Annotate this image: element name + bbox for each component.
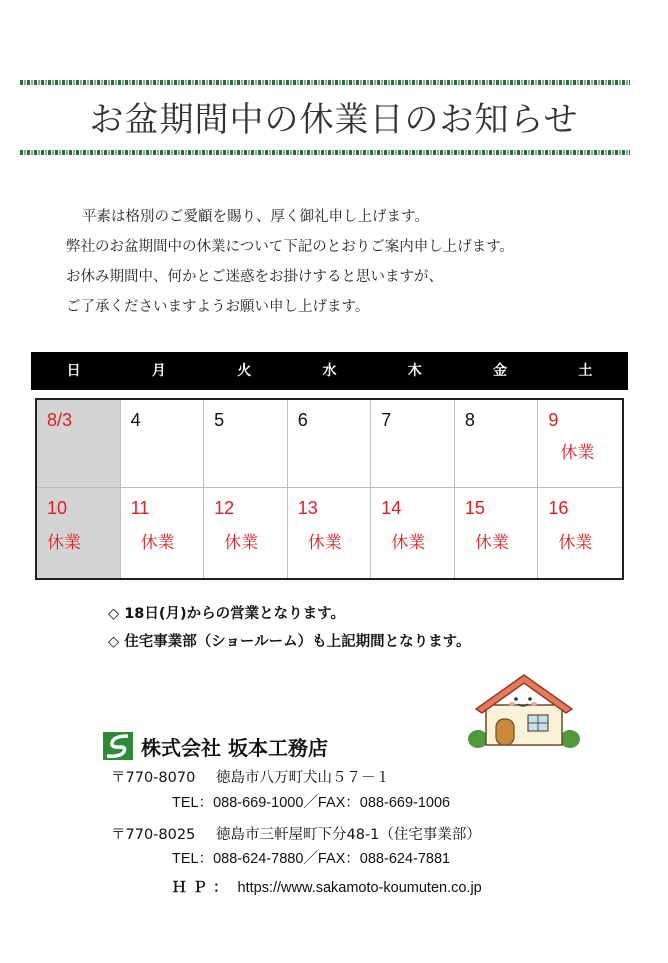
house-illustration-icon — [468, 667, 580, 749]
day-number: 13 — [297, 498, 318, 518]
calendar-day-cell — [538, 400, 622, 488]
calendar-day-cell — [37, 400, 121, 488]
website-line — [172, 876, 482, 897]
day-number: 5 — [214, 410, 225, 430]
calendar-day-cell — [204, 488, 288, 578]
weekday-sun: 日 — [66, 363, 81, 379]
page-title: お盆期間中の休業日のお知らせ — [89, 100, 579, 140]
day-number: 4 — [130, 410, 141, 430]
day-number: 7 — [381, 410, 392, 430]
title-top-rule — [20, 80, 630, 85]
greeting-line: ご了承くださいますようお願い申し上げます。 — [66, 299, 370, 315]
greeting-text — [66, 202, 514, 322]
tel-fax-line-1: TEL：088-669-1000／FAX：088-669-1006 — [172, 795, 451, 811]
weekday-fri: 金 — [493, 363, 508, 379]
calendar-day-cell — [455, 488, 539, 578]
holiday-label: 休業 — [560, 443, 595, 462]
notice-item: ◇ 住宅事業部（ショールーム）も上記期間となります。 — [108, 634, 471, 650]
day-number: 15 — [464, 498, 485, 518]
holiday-label: 休業 — [474, 533, 509, 552]
notice-item: ◇ 18日(月)からの営業となります。 — [108, 606, 345, 622]
website-url[interactable]: https://www.sakamoto-koumuten.co.jp — [237, 880, 482, 896]
greeting-line: 平素は格別のご愛顧を賜り、厚く御礼申し上げます。 — [82, 209, 429, 225]
hp-label: ＨＰ： — [172, 880, 234, 896]
weekday-tue: 火 — [237, 363, 252, 379]
tel-fax-line-2: TEL：088-624-7880／FAX：088-624-7881 — [172, 851, 451, 867]
holiday-label: 休業 — [140, 533, 175, 552]
calendar-weekday-header — [31, 352, 628, 390]
calendar-day-cell — [204, 400, 288, 488]
calendar-day-cell — [371, 400, 455, 488]
day-number: 11 — [130, 498, 150, 518]
calendar-day-cell — [121, 400, 205, 488]
address-line-1 — [111, 766, 390, 787]
holiday-label: 休業 — [47, 533, 81, 552]
day-number: 8 — [464, 410, 475, 430]
day-number: 16 — [548, 498, 569, 518]
calendar-grid — [35, 398, 624, 580]
calendar-day-cell — [538, 488, 622, 578]
street-address: 徳島市八万町犬山５７－１ — [216, 770, 390, 786]
company-name: 株式会社 坂本工務店 — [141, 736, 328, 760]
greeting-line: お休み期間中、何かとご迷惑をお掛けすると思いますが、 — [66, 269, 443, 285]
weekday-thu: 木 — [407, 363, 422, 379]
calendar-day-cell — [121, 488, 205, 578]
holiday-label: 休業 — [391, 533, 426, 552]
company-logo-icon — [103, 732, 133, 760]
holiday-label: 休業 — [558, 533, 593, 552]
day-number: 9 — [548, 410, 559, 430]
day-number: 8/3 — [47, 410, 73, 430]
weekday-mon: 月 — [151, 363, 166, 379]
holiday-label: 休業 — [224, 533, 259, 552]
calendar-day-cell — [288, 488, 372, 578]
calendar-day-cell — [288, 400, 372, 488]
day-number: 6 — [297, 410, 308, 430]
calendar-day-cell — [371, 488, 455, 578]
weekday-wed: 水 — [322, 363, 337, 379]
postal-code: 〒770-8025 — [111, 827, 196, 843]
address-line-2 — [111, 823, 481, 844]
weekday-sat: 土 — [578, 363, 593, 379]
calendar-day-cell — [37, 488, 121, 578]
greeting-line: 弊社のお盆期間中の休業について下記のとおりご案内申し上げます。 — [66, 239, 515, 255]
day-number: 12 — [214, 498, 235, 518]
day-number: 14 — [381, 498, 402, 518]
day-number: 10 — [47, 498, 68, 518]
postal-code: 〒770-8070 — [111, 770, 196, 786]
notice-list — [108, 600, 470, 656]
calendar-day-cell — [455, 400, 539, 488]
holiday-label: 休業 — [307, 533, 342, 552]
street-address: 徳島市三軒屋町下分48-1（住宅事業部） — [216, 827, 481, 843]
title-bottom-rule — [20, 150, 630, 155]
